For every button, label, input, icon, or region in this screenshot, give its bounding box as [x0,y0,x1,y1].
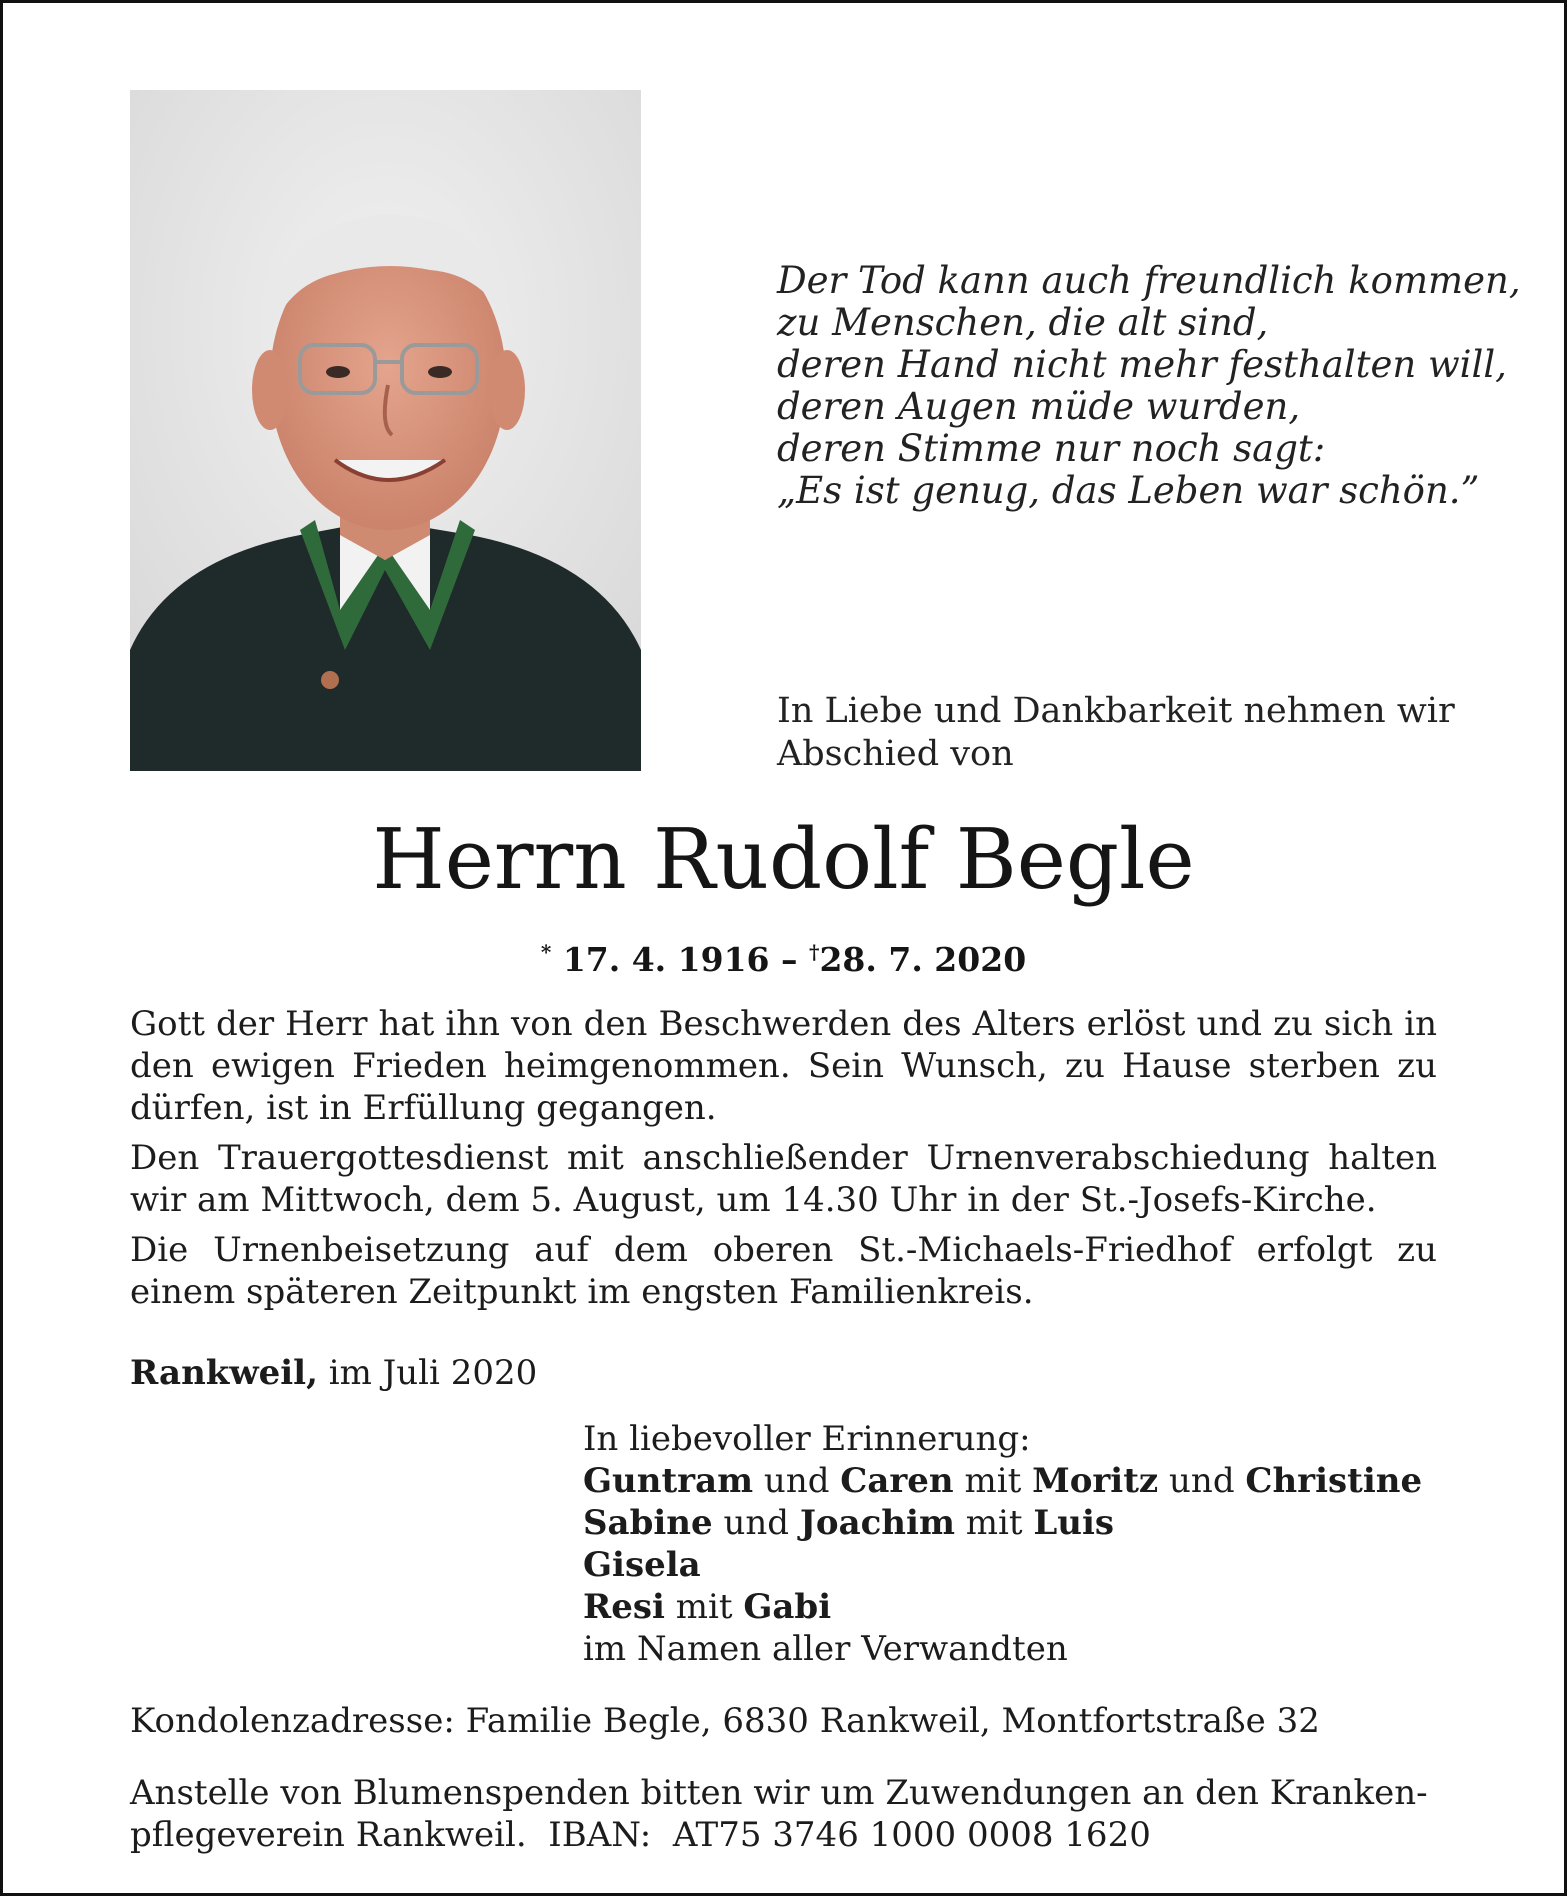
deceased-name: Herrn Rudolf Begle [372,811,1195,908]
connector: mit [675,1587,733,1627]
paragraph: Gott der Herr hat ihn von den Beschwerden des Alters erlöst und zu sich in den ewigen Frieden heimgenommen. Sein Wunsch, zu Hause sterben zu dürfen, ist in Erfüllung gegangen. [130,1004,1437,1128]
birth-symbol: * [540,940,552,964]
date-separator: – [781,940,798,979]
family-name: Luis [1033,1503,1115,1543]
donation-line: Anstelle von Blumenspenden bitten wir um Zuwendungen an den Kranken- [130,1773,1428,1813]
connector: mit [965,1503,1023,1543]
poem-line: Der Tod kann auch freundlich kommen, [777,259,1521,302]
intro-line: In Liebe und Dankbarkeit nehmen wir [777,691,1455,731]
family-name: Christine [1245,1461,1423,1501]
memory-heading: In liebevoller Erinnerung: [583,1419,1031,1459]
intro-line: Abschied von [777,734,1014,774]
place-city: Rankweil, [130,1353,318,1393]
family-name: Guntram [583,1461,754,1501]
poem-line: deren Augen müde wurden, [777,385,1301,428]
family-name: Gisela [583,1545,701,1585]
family-name: Gabi [743,1587,832,1627]
family-signature [583,1418,1483,1670]
poem [777,259,1521,512]
family-name: Sabine [583,1503,713,1543]
family-row [583,1586,1483,1628]
life-dates [0,930,1567,982]
poem-line: „Es ist genug, das Leben war schön.” [777,469,1480,512]
connector: und [1169,1461,1235,1501]
farewell-intro [777,690,1467,776]
family-row [583,1460,1483,1502]
portrait-photo [130,90,641,771]
death-symbol: † [809,940,820,964]
family-name: Caren [840,1461,954,1501]
place-month: im Juli 2020 [328,1353,538,1393]
paragraph: Die Urnenbeisetzung auf dem oberen St.-Michaels-Friedhof erfolgt zu einem späteren Zeitpunkt im engsten Familienkreis. [130,1230,1437,1312]
family-name: Joachim [799,1503,955,1543]
family-row [583,1544,1483,1586]
family-name: Resi [583,1587,665,1627]
family-row [583,1502,1483,1544]
paragraph: Den Trauergottesdienst mit anschließender Urnenverabschiedung halten wir am Mittwoch, dem 5. August, um 14.30 Uhr in der St.-Josefs-Kirche. [130,1138,1437,1220]
donation-note [130,1772,1450,1856]
death-date: 28. 7. 2020 [819,940,1027,979]
poem-line: deren Hand nicht mehr festhalten will, [777,343,1507,386]
connector: und [723,1503,789,1543]
condolence-address: Kondolenzadresse: Familie Begle, 6830 Rankweil, Montfortstraße 32 [130,1701,1320,1741]
poem-line: deren Stimme nur noch sagt: [777,427,1326,470]
connector: und [763,1461,830,1501]
place-date [130,1352,537,1394]
donation-line: pflegeverein Rankweil. IBAN: AT75 3746 1000 0008 1620 [130,1815,1151,1855]
birth-date: 17. 4. 1916 [562,940,770,979]
connector: mit [964,1461,1022,1501]
family-name: Moritz [1032,1461,1159,1501]
memory-footer: im Namen aller Verwandten [583,1629,1068,1669]
poem-line: zu Menschen, die alt sind, [777,301,1269,344]
announcement-body [130,1003,1437,1321]
